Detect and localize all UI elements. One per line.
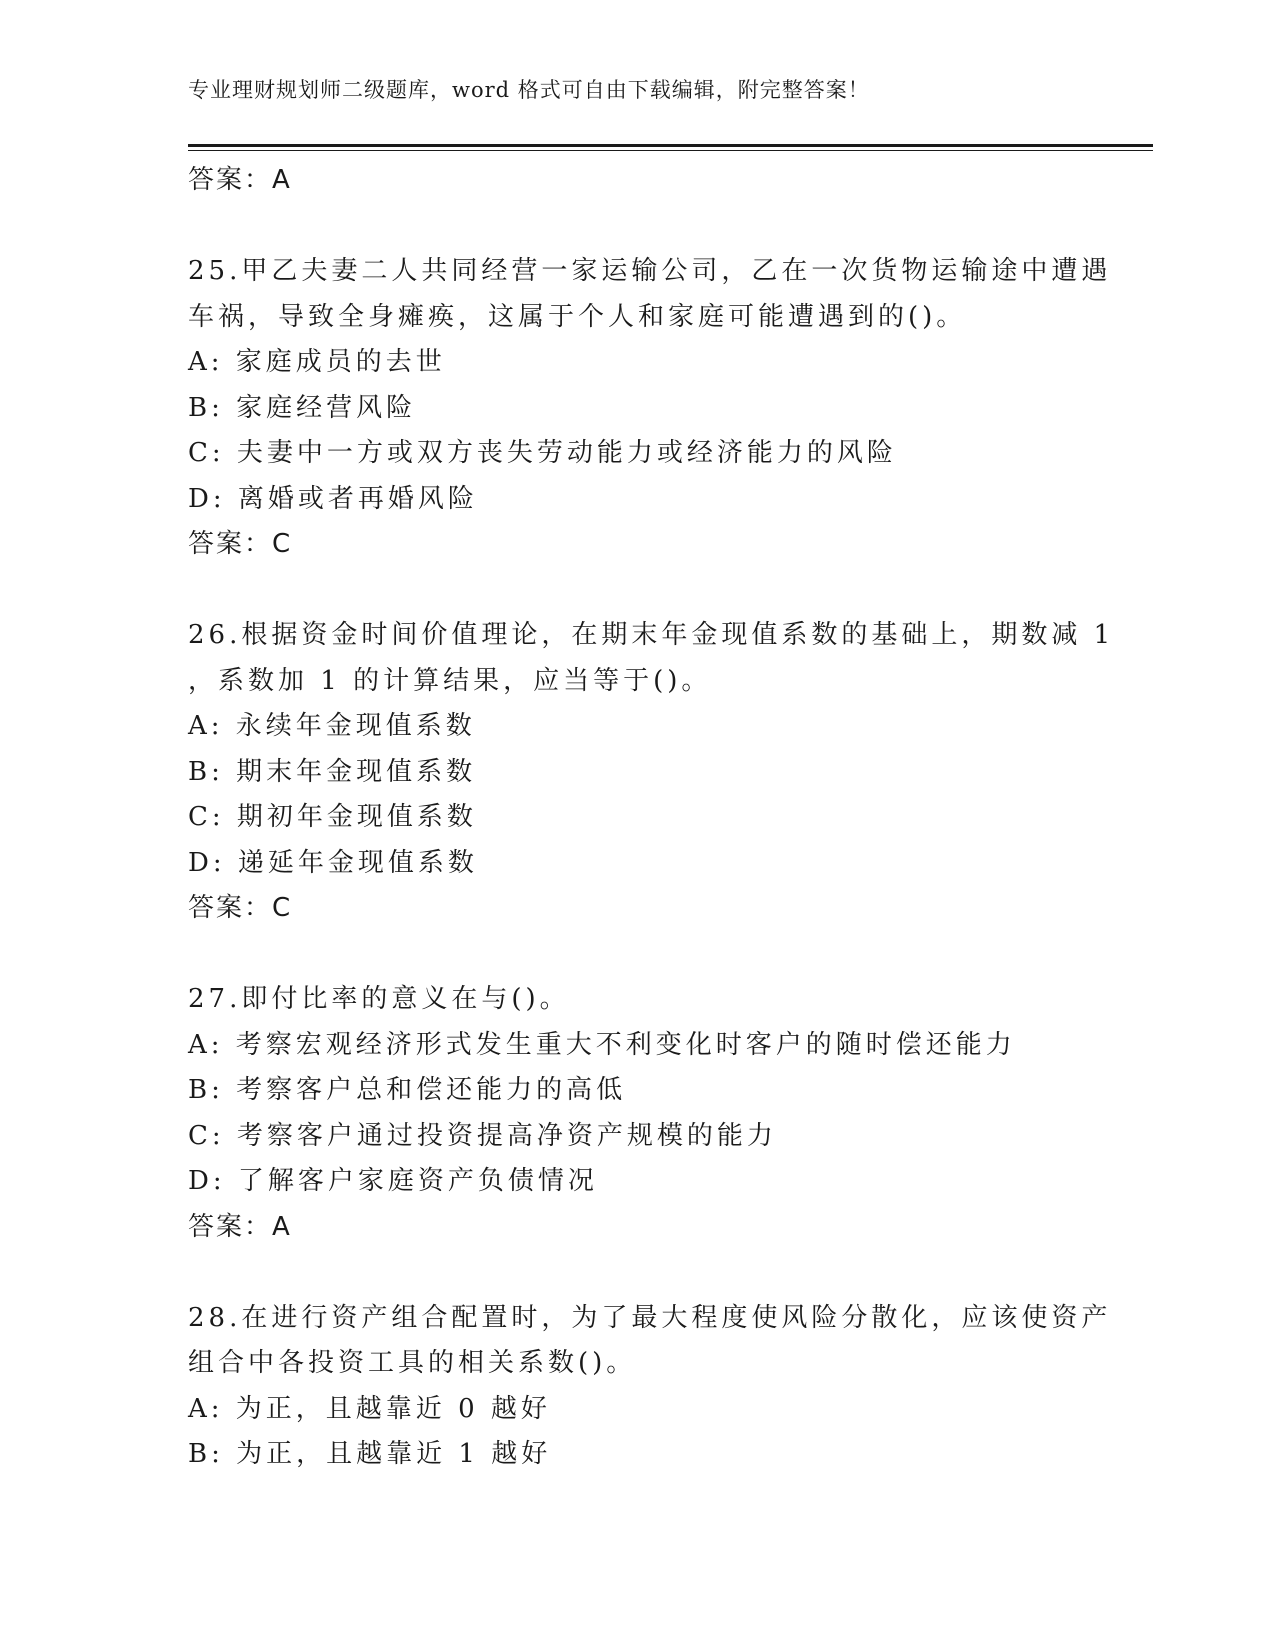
page-header: 专业理财规划师二级题库，word 格式可自由下载编辑，附完整答案！ <box>188 78 870 102</box>
question-stem-line: 28.在进行资产组合配置时，为了最大程度使风险分散化，应该使资产 <box>188 1302 1112 1333</box>
option-a: A: 为正，且越靠近 0 越好 <box>188 1393 551 1424</box>
header-rule-thin <box>188 150 1153 151</box>
option-c: C: 考察客户通过投资提高净资产规模的能力 <box>188 1120 777 1151</box>
question-28 <box>188 1296 1112 1478</box>
option-a: A: 家庭成员的去世 <box>188 347 446 377</box>
question-26 <box>188 613 1115 932</box>
option-c: C: 期初年金现值系数 <box>188 802 477 832</box>
question-stem-line: 组合中各投资工具的相关系数()。 <box>188 1348 637 1378</box>
option-c: C: 夫妻中一方或双方丧失劳动能力或经济能力的风险 <box>188 438 897 468</box>
question-25 <box>188 249 1112 568</box>
question-stem-line: 25.甲乙夫妻二人共同经营一家运输公司，乙在一次货物运输途中遭遇 <box>188 256 1112 286</box>
answer: 答案：A <box>188 1211 292 1242</box>
option-d: D: 离婚或者再婚风险 <box>188 483 478 514</box>
option-b: B: 期末年金现值系数 <box>188 756 477 787</box>
option-a: A: 考察宏观经济形式发生重大不利变化时客户的随时偿还能力 <box>188 1029 1016 1060</box>
answer: 答案：C <box>188 529 293 559</box>
option-b: B: 为正，且越靠近 1 越好 <box>188 1439 552 1469</box>
option-a: A: 永续年金现值系数 <box>188 711 476 741</box>
question-list <box>188 158 1115 1478</box>
previous-answer: 答案：A <box>188 165 292 195</box>
header-rule-thick <box>188 144 1153 147</box>
option-b: B: 家庭经营风险 <box>188 392 417 423</box>
question-27 <box>188 977 1088 1250</box>
answer: 答案：C <box>188 893 293 923</box>
question-stem-line: ，系数加 1 的计算结果，应当等于()。 <box>188 665 712 696</box>
question-stem-line: 27.即付比率的意义在与()。 <box>188 984 570 1014</box>
option-d: D: 了解客户家庭资产负债情况 <box>188 1166 598 1196</box>
option-d: D: 递延年金现值系数 <box>188 847 478 878</box>
question-stem-line: 26.根据资金时间价值理论，在期末年金现值系数的基础上，期数减 1 <box>188 620 1115 650</box>
option-b: B: 考察客户总和偿还能力的高低 <box>188 1075 627 1105</box>
question-stem-line: 车祸，导致全身瘫痪，这属于个人和家庭可能遭遇到的()。 <box>188 301 967 332</box>
